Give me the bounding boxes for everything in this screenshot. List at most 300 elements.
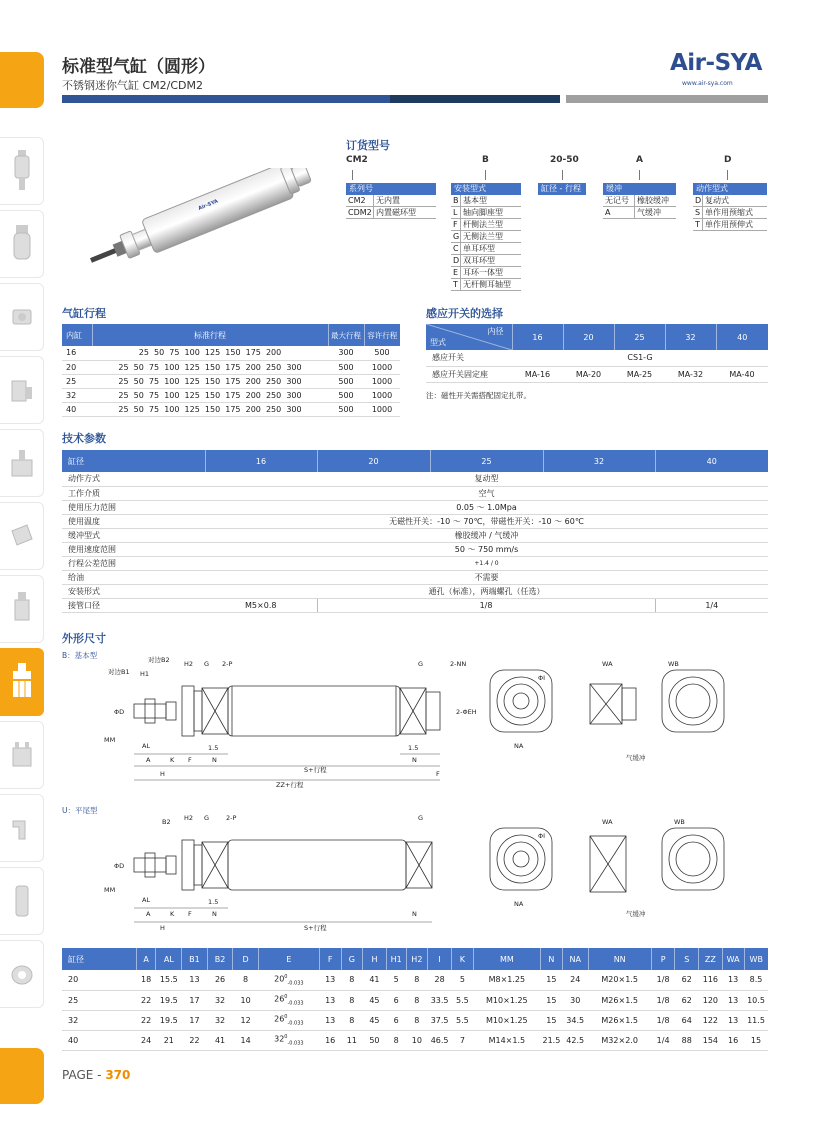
rail-item-fitting[interactable] — [0, 575, 44, 643]
dim-cell: 8 — [406, 990, 428, 1010]
dim-e-value: 20 — [274, 974, 285, 984]
action-code: S — [693, 207, 703, 218]
sensor-size: 25 — [614, 324, 665, 350]
dim-e-tol-lower: -0.033 — [287, 979, 304, 986]
drawing-type-u-ends — [486, 818, 776, 920]
dim-cell: 62 — [675, 970, 699, 990]
stroke-table — [62, 324, 400, 417]
dim-cell: 10.5 — [744, 990, 768, 1010]
dim-wb: WB — [668, 660, 679, 668]
dim-cell: 16 — [319, 1030, 341, 1050]
dim-cell: 13 — [722, 990, 744, 1010]
dim-cell: 5.5 — [452, 1010, 474, 1030]
dim-cell: 8.5 — [744, 970, 768, 990]
dim-cell: 15 — [540, 1010, 562, 1030]
sensor-size: 20 — [563, 324, 614, 350]
dim-e-value: 26 — [274, 994, 285, 1004]
dim-cell: 24 — [136, 1030, 156, 1050]
mount-code: F — [451, 219, 461, 230]
fitting-icon — [9, 586, 35, 632]
dim-cell: 45 — [363, 1010, 387, 1030]
cushion-code: A — [603, 207, 635, 218]
table-row: 25 25 50 75 100 125 150 175 200 250 300 500 1000 — [62, 374, 400, 388]
mount-code: C — [451, 243, 461, 254]
table-row: 动作方式 复动型 — [62, 472, 768, 486]
dim-cell: M10×1.25 — [473, 990, 540, 1010]
dim-cell: 13 — [182, 970, 208, 990]
table-row: 缓冲型式 橡胶缓冲 / 气缓冲 — [62, 528, 768, 542]
dim-k-u: K — [170, 910, 175, 918]
dim-e-tol-upper: 0 — [284, 1033, 288, 1040]
sensor-size: 32 — [665, 324, 716, 350]
dim-header-cell: ZZ — [699, 948, 723, 970]
dim-cell: 8 — [406, 1010, 428, 1030]
filter-icon — [9, 148, 35, 194]
tech-size: 40 — [655, 450, 768, 472]
code-series: CM2 — [346, 155, 368, 165]
rail-item-valve[interactable] — [0, 356, 44, 424]
dim-cell: 21 — [156, 1030, 182, 1050]
product-label: Air-SYA — [197, 198, 219, 212]
dim-header-cell: 缸径 — [62, 948, 136, 970]
action-box — [693, 183, 767, 231]
dim-h2: H2 — [184, 660, 194, 668]
mount-desc: 无杆侧耳轴型 — [463, 280, 511, 289]
drawing-type-b-ends — [486, 660, 776, 770]
tech-size: 25 — [430, 450, 543, 472]
dim-cell: 88 — [675, 1030, 699, 1050]
mount-desc: 无侧法兰型 — [463, 232, 503, 241]
table-row: 行程公差范围 +1.4 / 0 — [62, 556, 768, 570]
dim-header-cell: MM — [473, 948, 540, 970]
dim-cell: 22 — [182, 1030, 208, 1050]
dim-cell — [258, 1030, 319, 1050]
action-desc: 单作用预伸式 — [705, 220, 753, 229]
stroke-header-bore: 内缸 — [62, 324, 92, 346]
cushion-desc: 橡胶缓冲 — [637, 196, 669, 205]
dim-cell: 13 — [319, 1010, 341, 1030]
table-row: 32 25 50 75 100 125 150 175 200 250 300 500 1000 — [62, 388, 400, 402]
solenoid-icon — [9, 440, 35, 486]
dim-cell: 5 — [452, 970, 474, 990]
dim-cell: 1/8 — [651, 970, 675, 990]
dim-cell: 8 — [341, 1010, 363, 1030]
dim-cell: 8 — [233, 970, 259, 990]
dim-na-u: NA — [514, 900, 524, 908]
rail-item-regulator[interactable] — [0, 210, 44, 278]
brand-logo: Air-SYA — [670, 50, 762, 76]
cushion-header: 缓冲 — [603, 183, 676, 195]
dim-cell: 16 — [722, 1030, 744, 1050]
dim-cell: 5 — [386, 970, 406, 990]
manifold-icon — [9, 513, 35, 559]
table-row: 20 25 50 75 100 125 150 175 200 250 300 500 1000 — [62, 360, 400, 374]
dim-cell: 25 — [62, 990, 136, 1010]
dim-eh: 2-ΦEH — [456, 708, 477, 716]
dim-b1: 对边B1 — [108, 668, 130, 676]
dim-d: ΦD — [114, 708, 125, 716]
dim-e-value: 26 — [274, 1014, 285, 1024]
dim-header-cell: H2 — [406, 948, 428, 970]
dim-cell: 32 — [62, 1010, 136, 1030]
label-air-cushion-u: 气缓冲 — [626, 910, 646, 918]
dim-cell — [258, 990, 319, 1010]
dim-cell: 19.5 — [156, 1010, 182, 1030]
dim-f-u: F — [188, 910, 192, 918]
lubricator-icon — [9, 294, 35, 340]
table-row: 安装形式 通孔（标准），两端螺孔（任选） — [62, 584, 768, 598]
elbow-icon — [9, 805, 35, 851]
table-row: 40 25 50 75 100 125 150 175 200 250 300 500 1000 — [62, 402, 400, 416]
dim-cell: 37.5 — [428, 1010, 452, 1030]
dim-header-cell: G — [341, 948, 363, 970]
rail-item-lubricator[interactable] — [0, 283, 44, 351]
dim-al-u: AL — [142, 896, 151, 904]
table-row — [62, 990, 768, 1010]
dim-cell: 6 — [386, 990, 406, 1010]
dim-cell: 11 — [341, 1030, 363, 1050]
dim-h1: H1 — [140, 670, 150, 678]
dim-s-u: S+行程 — [304, 924, 327, 932]
series-header: 系列号 — [346, 183, 436, 195]
tube-icon — [9, 951, 35, 997]
dim-nn: 2-NN — [450, 660, 467, 668]
tech-title: 技术参数 — [62, 432, 106, 445]
bore-stroke-header: 缸径 - 行程 — [538, 183, 586, 195]
stroke-header-standard: 标准行程 — [92, 324, 328, 346]
dim-h-u: H — [160, 924, 165, 932]
dim-wa-u: WA — [602, 818, 613, 826]
dim-cell: 116 — [699, 970, 723, 990]
product-photo — [75, 168, 325, 268]
rail-item-filter[interactable] — [0, 137, 44, 205]
dim-cell: 17 — [182, 1010, 208, 1030]
dim-1-5: 1.5 — [208, 744, 219, 752]
dims-title: 外形尺寸 — [62, 632, 106, 645]
dim-cell: 18 — [136, 970, 156, 990]
dim-a: A — [146, 756, 151, 764]
dim-cell: 26 — [207, 970, 233, 990]
dim-cell: M14×1.5 — [473, 1030, 540, 1050]
dim-header-cell: NA — [562, 948, 588, 970]
table-row: 使用温度 无磁性开关：-10 ～ 70℃，带磁性开关：-10 ～ 60℃ — [62, 514, 768, 528]
dim-cell: 122 — [699, 1010, 723, 1030]
cushion-desc: 气缓冲 — [637, 208, 661, 217]
mount-code: D — [453, 256, 460, 265]
series-desc: 无内置 — [376, 196, 400, 205]
stroke-title: 气缸行程 — [62, 307, 106, 320]
dim-cell: 10 — [406, 1030, 428, 1050]
dim-n-u-rear: N — [412, 910, 417, 918]
drawing-type-b — [100, 656, 480, 796]
dim-f-rear: F — [436, 770, 440, 778]
dim-cell: M10×1.25 — [473, 1010, 540, 1030]
dim-i-u: ΦI — [538, 832, 546, 840]
bore-stroke-box — [538, 183, 586, 195]
tech-size: 20 — [317, 450, 430, 472]
dim-n-u: N — [212, 910, 217, 918]
header-bar-dark — [390, 95, 560, 103]
dim-cell: 15.5 — [156, 970, 182, 990]
dim-g-rear: G — [418, 660, 424, 668]
dim-1-5-rear: 1.5 — [408, 744, 419, 752]
dim-cell: 13 — [722, 1010, 744, 1030]
cushion-code: 无记号 — [603, 195, 635, 206]
dim-header-cell: S — [675, 948, 699, 970]
page-number: 370 — [105, 1068, 131, 1082]
dim-a-u: A — [146, 910, 151, 918]
mount-code: B — [451, 195, 461, 206]
table-row: 接管口径 M5×0.8 1/8 1/4 — [62, 598, 768, 612]
table-row: 16 25 50 75 100 125 150 175 200 300 500 — [62, 346, 400, 360]
dim-cell: 46.5 — [428, 1030, 452, 1050]
tech-size: 16 — [205, 450, 317, 472]
dim-header-cell: K — [452, 948, 474, 970]
dim-cell: 21.5 — [540, 1030, 562, 1050]
dim-e-tol-upper: 0 — [284, 1013, 288, 1020]
page-footer — [62, 1068, 130, 1082]
dim-cell: 8 — [341, 990, 363, 1010]
action-code: D — [695, 196, 702, 205]
dim-header-cell: WB — [744, 948, 768, 970]
rail-item-cylinder[interactable] — [0, 648, 44, 716]
sensor-size: 16 — [512, 324, 563, 350]
dim-wa: WA — [602, 660, 613, 668]
dim-cell: 22 — [136, 1010, 156, 1030]
regulator-icon — [9, 221, 35, 267]
dim-e-value: 32 — [274, 1034, 285, 1044]
dim-g-u-rear: G — [418, 814, 424, 822]
dim-e-tol-lower: -0.033 — [287, 1000, 304, 1007]
dim-cell: 42.5 — [562, 1030, 588, 1050]
sensor-header-top: 内径 — [487, 327, 504, 336]
mount-code: T — [451, 279, 461, 290]
dim-cell: 40 — [62, 1030, 136, 1050]
dim-cell: 17 — [182, 990, 208, 1010]
valve-icon — [9, 367, 35, 413]
code-cushion: A — [636, 155, 643, 165]
dim-wb-u: WB — [674, 818, 685, 826]
sensor-note: 注：磁性开关需搭配固定扎带。 — [426, 391, 531, 400]
dim-cell: 32 — [207, 1010, 233, 1030]
dim-e-tol-lower: -0.033 — [287, 1020, 304, 1027]
dim-cell: 11.5 — [744, 1010, 768, 1030]
mount-desc: 轴向脚座型 — [463, 208, 503, 217]
dim-na: NA — [514, 742, 524, 750]
rail-item-gripper[interactable] — [0, 721, 44, 789]
dim-g-u: G — [204, 814, 210, 822]
label-air-cushion: 气缓冲 — [626, 754, 646, 762]
dim-cell: 50 — [363, 1030, 387, 1050]
dim-cell: 1/8 — [651, 990, 675, 1010]
mount-code: G — [453, 232, 460, 241]
table-row: 工作介质 空气 — [62, 486, 768, 500]
brand-url: www.air-sya.com — [682, 80, 733, 87]
dim-header-cell: F — [319, 948, 341, 970]
dim-cell: 62 — [675, 990, 699, 1010]
dim-cell: 13 — [319, 990, 341, 1010]
footer-tab — [0, 1048, 44, 1104]
dim-cell: 13 — [319, 970, 341, 990]
dim-e-tol-upper: 0 — [284, 973, 288, 980]
rail-item-manifold[interactable] — [0, 502, 44, 570]
series-code: CDM2 — [346, 207, 374, 218]
type-u-label: U：平尾型 — [62, 806, 98, 815]
dim-i: ΦI — [538, 674, 546, 682]
dim-h2-u: H2 — [184, 814, 194, 822]
cushion-box — [603, 183, 676, 219]
dim-cell: 30 — [562, 990, 588, 1010]
dim-cell: 24 — [562, 970, 588, 990]
dim-cell: 64 — [675, 1010, 699, 1030]
action-desc: 单作用预缩式 — [705, 208, 753, 217]
series-box — [346, 183, 436, 219]
dim-mm-u: MM — [104, 886, 116, 894]
dim-header-cell: E — [258, 948, 319, 970]
dim-cell: 32 — [207, 990, 233, 1010]
dim-cell: 8 — [341, 970, 363, 990]
dim-g: G — [204, 660, 210, 668]
dim-n-rear: N — [412, 756, 417, 764]
dim-cell: 45 — [363, 990, 387, 1010]
dim-cell: 15 — [540, 970, 562, 990]
table-row — [62, 1010, 768, 1030]
chapter-tab[interactable] — [0, 52, 44, 108]
table-row: 使用速度范围 50 ～ 750 mm/s — [62, 542, 768, 556]
sensor-size: 40 — [716, 324, 768, 350]
sensor-title: 感应开关的选择 — [426, 307, 503, 320]
dim-cell: 13 — [722, 970, 744, 990]
dim-cell: 10 — [233, 990, 259, 1010]
table-row: 给油 不需要 — [62, 570, 768, 584]
dim-1-5-u: 1.5 — [208, 898, 219, 906]
code-bore-stroke: 20-50 — [550, 155, 579, 165]
table-row: 感应开关 CS1-G — [426, 350, 768, 366]
dim-cell: 34.5 — [562, 1010, 588, 1030]
dim-al: AL — [142, 742, 151, 750]
dim-cell: 28 — [428, 970, 452, 990]
dim-cell: M26×1.5 — [588, 990, 651, 1010]
table-row: 感应开关固定座 MA-16 MA-20 MA-25 MA-32 MA-40 — [426, 366, 768, 382]
sensor-table — [426, 324, 768, 383]
dim-header-cell: I — [428, 948, 452, 970]
dim-b2-u: B2 — [162, 818, 171, 826]
rail-item-tube[interactable] — [0, 940, 44, 1008]
tech-table — [62, 450, 768, 613]
dim-cell: M8×1.25 — [473, 970, 540, 990]
series-code: CM2 — [346, 195, 374, 206]
dim-cell: 41 — [207, 1030, 233, 1050]
sensor-header-bottom: 型式 — [430, 338, 446, 347]
dim-mm: MM — [104, 736, 116, 744]
dim-header-cell: AL — [156, 948, 182, 970]
mount-code: L — [451, 207, 461, 218]
dim-cell: 41 — [363, 970, 387, 990]
dim-cell: M32×2.0 — [588, 1030, 651, 1050]
mount-box — [451, 183, 521, 291]
table-row: 使用压力范围 0.05 ～ 1.0Mpa — [62, 500, 768, 514]
mount-header: 安装型式 — [451, 183, 521, 195]
dim-cell: 22 — [136, 990, 156, 1010]
dim-cell: 1/8 — [651, 1010, 675, 1030]
header-bar-gray — [566, 95, 768, 103]
dim-cell: 5.5 — [452, 990, 474, 1010]
dim-header-cell: B2 — [207, 948, 233, 970]
dim-f: F — [188, 756, 192, 764]
dim-zz: ZZ+行程 — [276, 781, 304, 789]
dim-cell — [258, 970, 319, 990]
dim-header-cell: H — [363, 948, 387, 970]
dim-header-cell: NN — [588, 948, 651, 970]
dim-h: H — [160, 770, 165, 778]
dim-cell: 1/4 — [651, 1030, 675, 1050]
dim-cell: 15 — [540, 990, 562, 1010]
dim-cell: 8 — [386, 1030, 406, 1050]
mount-desc: 杆侧法兰型 — [463, 220, 503, 229]
page-title: 标准型气缸（圆形） — [62, 57, 215, 77]
dim-cell: 33.5 — [428, 990, 452, 1010]
rail-item-elbow[interactable] — [0, 794, 44, 862]
footer-prefix: PAGE - — [62, 1068, 106, 1082]
action-desc: 复动式 — [705, 196, 729, 205]
stroke-header-allow: 容许行程 — [364, 324, 400, 346]
dim-e-tol-upper: 0 — [284, 993, 288, 1000]
mount-desc: 基本型 — [463, 196, 487, 205]
mount-desc: 单耳环型 — [463, 244, 495, 253]
dim-header-cell: N — [540, 948, 562, 970]
dim-cell: 7 — [452, 1030, 474, 1050]
dimension-table — [62, 948, 768, 1051]
dim-cell: 154 — [699, 1030, 723, 1050]
mount-desc: 双耳环型 — [463, 256, 495, 265]
silencer-icon — [9, 878, 35, 924]
dim-cell: 20 — [62, 970, 136, 990]
dim-k: K — [170, 756, 175, 764]
dim-cell: 12 — [233, 1010, 259, 1030]
dim-header-cell: WA — [722, 948, 744, 970]
page-subtitle: 不锈钢迷你气缸 CM2/CDM2 — [62, 79, 204, 92]
dim-p: 2-P — [222, 660, 233, 668]
dim-cell — [258, 1010, 319, 1030]
mount-desc: 耳环一体型 — [463, 268, 503, 277]
dim-cell: M26×1.5 — [588, 1010, 651, 1030]
dim-cell: 8 — [406, 970, 428, 990]
stroke-header-max: 最大行程 — [328, 324, 364, 346]
dim-cell: M20×1.5 — [588, 970, 651, 990]
tech-size: 32 — [543, 450, 655, 472]
dim-header-cell: P — [651, 948, 675, 970]
rail-item-solenoid[interactable] — [0, 429, 44, 497]
dim-n: N — [212, 756, 217, 764]
dim-e-tol-lower: -0.033 — [287, 1040, 304, 1047]
mount-code: E — [451, 267, 461, 278]
ordering-title: 订货型号 — [346, 139, 390, 152]
sensor-header-diag — [426, 324, 512, 350]
dim-b2: 对边B2 — [148, 656, 170, 664]
dim-cell: 15 — [744, 1030, 768, 1050]
action-code: T — [693, 219, 703, 230]
table-row — [62, 970, 768, 990]
dim-header-cell: D — [233, 948, 259, 970]
dim-header-cell: B1 — [182, 948, 208, 970]
dim-header-cell: H1 — [386, 948, 406, 970]
cylinder-icon — [9, 659, 35, 705]
dim-s: S+行程 — [304, 766, 327, 774]
drawing-type-u — [100, 812, 440, 932]
dim-cell: 14 — [233, 1030, 259, 1050]
rail-item-silencer[interactable] — [0, 867, 44, 935]
header-bar-blue — [62, 95, 390, 103]
